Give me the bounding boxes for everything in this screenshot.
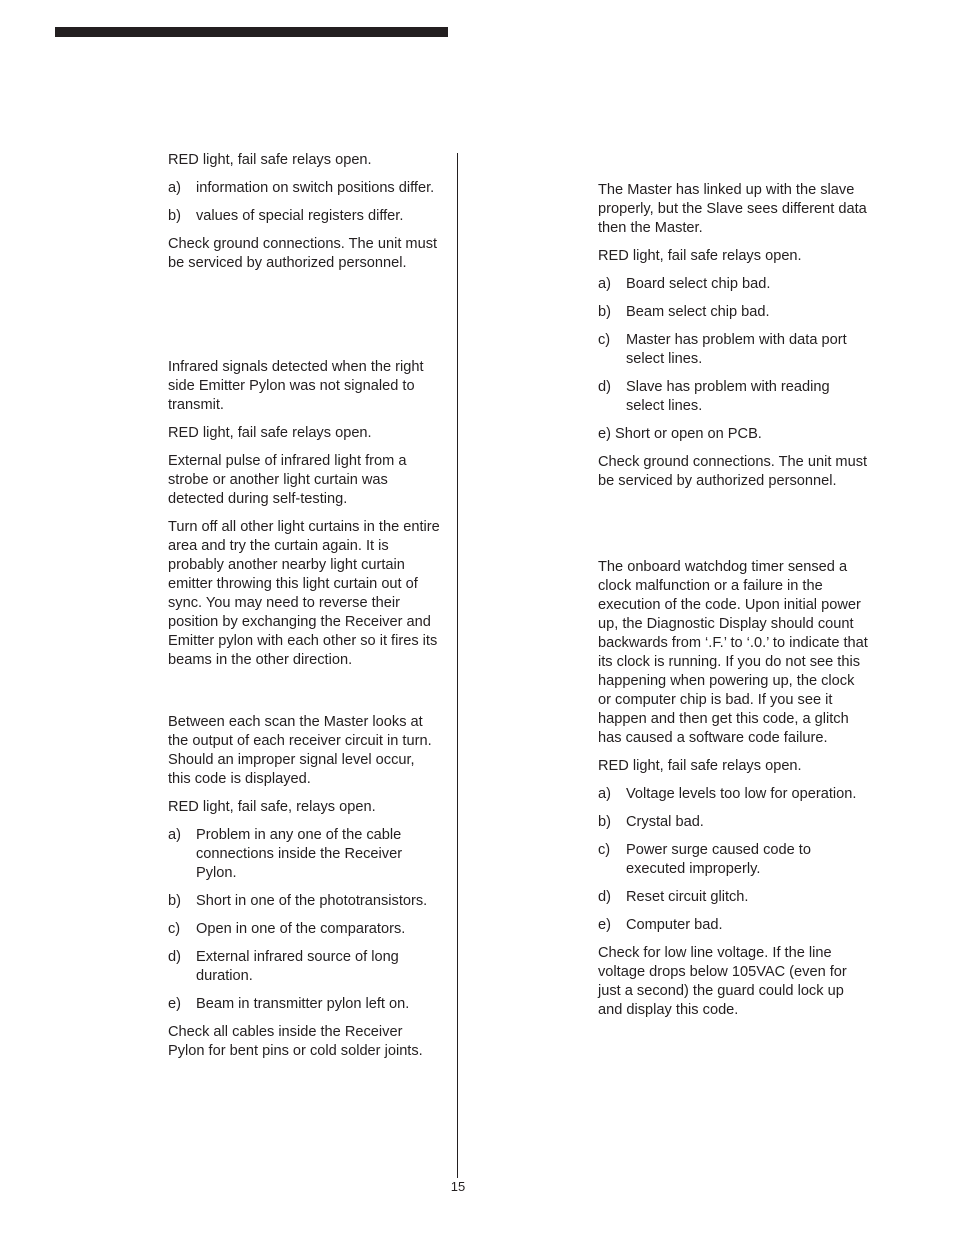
list-item: d) Reset circuit glitch. [598, 889, 749, 905]
list-item: c) Open in one of the comparators. [168, 921, 406, 937]
column-divider [457, 153, 458, 1178]
list-item: c) Power surge caused code to executed improperly. [598, 842, 811, 877]
list-item: b) Beam select chip bad. [598, 304, 770, 320]
list-item: a) Voltage levels too low for operation. [598, 786, 857, 802]
list-item: b) Short in one of the phototransistors. [168, 893, 428, 909]
list-item: e) Beam in transmitter pylon left on. [168, 996, 410, 1012]
description-text: Infrared signals detected when the right side Emitter Pylon was not signaled to transmit. [168, 359, 424, 413]
description-text: The Master has linked up with the slave properly, but the Slave sees different data then the Master. [598, 182, 867, 236]
left-column [168, 151, 440, 1070]
error-section-5 [598, 558, 868, 1020]
error-section-2 [168, 358, 440, 670]
list-item-extra: e) Short or open on PCB. [598, 426, 762, 442]
list-item: b) values of special registers differ. [168, 208, 404, 224]
description-text: Between each scan the Master looks at the output of each receiver circuit in turn. Should an improper signal level occur, this code is displayed. [168, 714, 432, 787]
list-item: c) Master has problem with data port select lines. [598, 332, 847, 367]
action-text: Check ground connections. The unit must be serviced by authorized personnel. [598, 454, 868, 489]
header-rule [55, 27, 448, 37]
page-number: 15 [450, 1179, 466, 1194]
light-status: RED light, fail safe, relays open. [168, 799, 376, 815]
list-item: a) Problem in any one of the cable connections inside the Receiver Pylon. [168, 827, 403, 881]
light-status: RED light, fail safe relays open. [598, 758, 802, 774]
list-item: b) Crystal bad. [598, 814, 704, 830]
list-item: e) Computer bad. [598, 917, 723, 933]
list-item: a) information on switch positions differ. [168, 180, 435, 196]
cause-text: External pulse of infrared light from a strobe or another light curtain was detected during self-testing. [168, 453, 407, 507]
action-text: Check ground connections. The unit must be serviced by authorized personnel. [168, 236, 438, 271]
error-section-1 [168, 151, 440, 273]
error-section-4 [598, 181, 868, 491]
action-text: Check all cables inside the Receiver Pylon for bent pins or cold solder joints. [168, 1024, 423, 1059]
light-status: RED light, fail safe relays open. [598, 248, 802, 264]
description-text: The onboard watchdog timer sensed a clock malfunction or a failure in the execution of the code. Upon initial power up, the Diagnostic Display should count backwards from ‘.F.’ to ‘.0.’ to indicate that its clock is running. If you do not see this happening when powering up, the clock or computer chip is bad. If you see it happen and then get this code, a glitch has caused a software code failure. [598, 559, 868, 746]
list-item: a) Board select chip bad. [598, 276, 771, 292]
light-status: RED light, fail safe relays open. [168, 152, 372, 168]
list-item: d) Slave has problem with reading select lines. [598, 379, 830, 414]
error-section-3 [168, 713, 440, 1061]
list-item: d) External infrared source of long duration. [168, 949, 399, 984]
right-column [598, 181, 868, 1029]
light-status: RED light, fail safe relays open. [168, 425, 372, 441]
action-text: Turn off all other light curtains in the entire area and try the curtain again. It is probably another nearby light curtain emitter throwing this light curtain out of sync. You may need to reverse their position by exchanging the Receiver and Emitter pylon with each other so it fires its beams in the other direction. [168, 519, 440, 668]
action-text: Check for low line voltage. If the line voltage drops below 105VAC (even for just a second) the guard could lock up and display this code. [598, 945, 847, 1018]
